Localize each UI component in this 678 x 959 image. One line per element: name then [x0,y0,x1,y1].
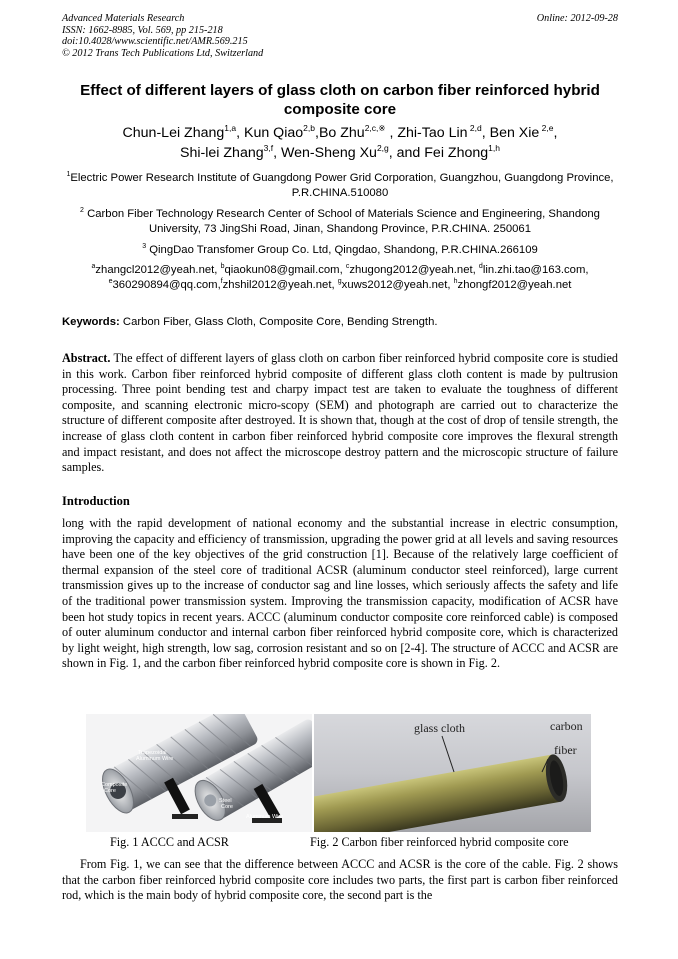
affiliation-2: $^2$ Carbon Fiber Technology Research Center of School of Materials Science and Engineering, Shandong University, 73 JingShi Road, Jinan, Shandong Province, P.R.CHINA. 250061 [80,207,600,235]
affiliation-3: $^3$ QingDao Transfomer Group Co. Ltd, Qingdao, Shandong, P.R.CHINA.266109 [142,243,538,256]
label-aluminum-wire: Aluminum Wire [246,814,284,820]
doi: doi:10.4028/www.scientific.net/AMR.569.215 [62,36,248,48]
abstract-text: The effect of different layers of glass cloth on carbon fiber reinforced hybrid composite core is studied in this work. Carbon fiber reinforced hybrid composite of different glass cloth content is made by pultrusion processing. Three point bending test and charpy impact test are taken to evaluate the toughness of different composite, and scanning electronic micro-scopy (SEM) and photograph are carried out to characterize the structure of different composite after destroyed. It is shown that, though at the cost of drop of tensile strength, the increase of glass cloth content in carbon fiber reinforced hybrid composite core improves the flexural strength and impact resistant, and does not affect the microscope destroy pattern and the microscopic structure of failure samples. [62,351,618,475]
affiliation-1: $^1$Electric Power Research Institute of Guangdong Power Grid Corporation, Guangzhou, Guangdong Province, P.R.CHINA.510080 [66,171,614,199]
figure-1-caption: Fig. 1 ACCC and ACSR [110,835,229,849]
paper-title: Effect of different layers of glass cloth on carbon fiber reinforced hybrid composite core [80,82,600,118]
keywords-text: Carbon Fiber, Glass Cloth, Composite Core, Bending Strength. [119,316,438,328]
author: Chun-Lei Zhang$^{1,a}$, [122,123,244,141]
keywords-label: Keywords: [62,316,120,328]
introduction-paragraph-2: From Fig. 1, we can see that the difference between ACCC and ACSR is the core of the cable. Fig. 2 shows that the carbon fiber reinforced hybrid composite core includes two parts, the first part is carbon fiber reinforced rod, which is the main body of hybrid composite core, the second part is the [62,857,618,903]
email[interactable]: $^f$zhshil2012@yeah.net [220,278,332,291]
svg-text:Aluminum Wire: Aluminum Wire [136,756,174,762]
introduction-heading: Introduction [62,494,130,508]
author: Zhi-Tao Lin $^{2,d}$, [397,123,490,141]
author: Ben Xie $^{2,e}$, [489,123,558,141]
author: Wen-Sheng Xu$^{2,g}$, and [280,142,425,161]
author-list [62,124,618,163]
author: Bo Zhu$^{2,c,※}$ , [318,123,398,141]
email[interactable]: $^h$zhongf2012@yeah.net [453,278,572,291]
abstract [62,351,618,476]
cable-photo [86,714,312,832]
email[interactable]: $^a$zhangcl2012@yeah.net [91,263,215,276]
journal-header [62,13,618,59]
email[interactable]: $^e$360290894@qq.com [108,278,218,291]
abstract-label: Abstract. [62,351,111,365]
email[interactable]: $^c$zhugong2012@yeah.net [345,263,473,276]
label-trapezoidal-wire: Trapezoidal [138,750,167,756]
svg-text:Core: Core [104,788,116,794]
figure-1-image [86,714,312,832]
svg-text:Core: Core [221,804,233,810]
author: Shi-lei Zhang$^{3,f}$, [180,142,281,161]
email[interactable]: $^g$xuws2012@yeah.net [337,278,448,291]
email[interactable]: $^b$qiaokun08@gmail.com [220,263,340,276]
introduction-paragraph-1: long with the rapid development of national economy and the substantial increase in electric consumption, improving the capacity and efficiency of transmission, upgrading the power grid at all levels and saving resources have been one of the key objectives of the grid construction [1]. Because of the relatively large coefficient of thermal expansion of the steel core of traditional ACSR (aluminum conductor steel reinforced), large current transmission gives up to the increase of conductor sag and line losses, which seriously affects the safety and life of the traditional power transmission system. Improving the transmission capacity, modification of ACSR have been hot study topics in recent years. ACCC (aluminum conductor composite core reinforced cable) is composed of outer aluminum conductor and internal carbon fiber reinforced hybrid composite core, which is characterized by light weight, high strength, low sag, corrosion resistant and so on [2-4]. The structure of ACCC and ACSR are shown in Fig. 1, and the carbon fiber reinforced hybrid composite core is shown in Fig. 2. [62,516,618,671]
author: Fei Zhong$^{1,h}$ [424,142,500,161]
keywords [62,315,618,330]
copyright: © 2012 Trans Tech Publications Ltd, Switzerland [62,47,264,59]
issn: ISSN: 1662-8985, Vol. 569, pp 215-218 [62,24,223,36]
composite-core-photo [314,714,591,832]
label-glass-cloth: glass cloth [414,721,465,735]
email[interactable]: $^d$lin.zhi.tao@163.com [478,263,586,276]
label-carbon: carbon [550,719,583,733]
figure-2-caption: Fig. 2 Carbon fiber reinforced hybrid composite core [310,835,569,849]
label-steel-core: Steel [219,798,232,804]
figure-2-image [314,714,591,832]
label-fiber: fiber [554,743,577,757]
online-date: Online: 2012-09-28 [536,13,618,24]
email-list: $^a$zhangcl2012@yeah.net, $^b$qiaokun08@gmail.com, $^c$zhugong2012@yeah.net, $^d$lin.zhi.tao@163.com, $^e$360290894@qq.com,$^f$zhshil2012@yeah.net, $^g$xuws2012@yeah.net, $^h$zhongf2012@yeah.net [91,263,589,291]
journal-name: Advanced Materials Research [62,13,185,24]
label-composite-core: Composite [101,782,128,788]
author: Kun Qiao$^{2,b}$, [244,123,319,141]
